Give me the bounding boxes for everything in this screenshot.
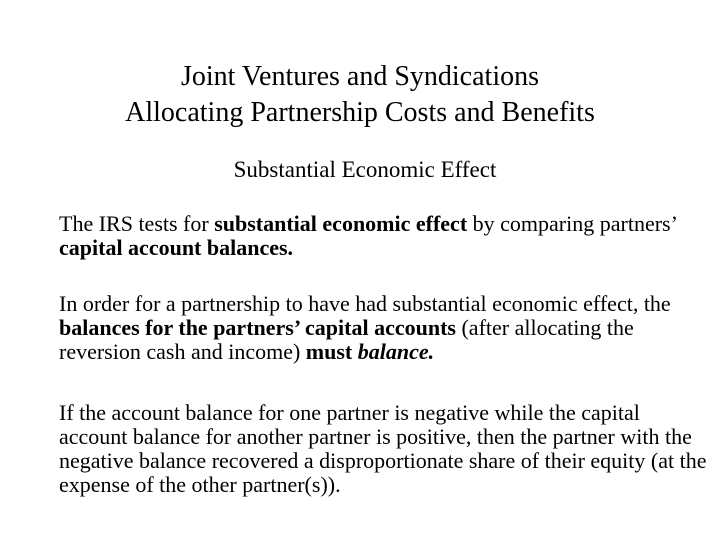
paragraph-negative-balance — [59, 401, 709, 497]
paragraph-balance-requirement — [59, 292, 709, 364]
section-heading: Substantial Economic Effect — [233, 157, 497, 182]
paragraph-text: The IRS tests for — [59, 211, 215, 236]
bold-term: substantial economic effect — [214, 211, 468, 236]
italic-term: balance. — [357, 339, 435, 364]
paragraph-text: by comparing partners’ — [467, 211, 677, 236]
slide-subtitle: Allocating Partnership Costs and Benefits — [125, 97, 595, 128]
bold-italic-term — [358, 339, 434, 364]
bold-term: balances for the partners’ capital accounts — [59, 315, 456, 340]
paragraph-text: In order for a partnership to have had substantial economic effect, the — [59, 291, 671, 316]
paragraph-text: If the account balance for one partner is negative while the capital account balance for another partner is positive, then the partner with the negative balance recovered a disproportionate share of their equity (at the expense of the other partner(s)). — [59, 400, 707, 497]
slide-title: Joint Ventures and Syndications — [180, 61, 539, 92]
paragraph-irs-test — [59, 212, 709, 260]
bold-term: must — [305, 339, 358, 364]
paragraph-text: (after allocating the reversion cash and income) — [59, 315, 634, 364]
bold-term: capital account balances. — [59, 235, 294, 260]
